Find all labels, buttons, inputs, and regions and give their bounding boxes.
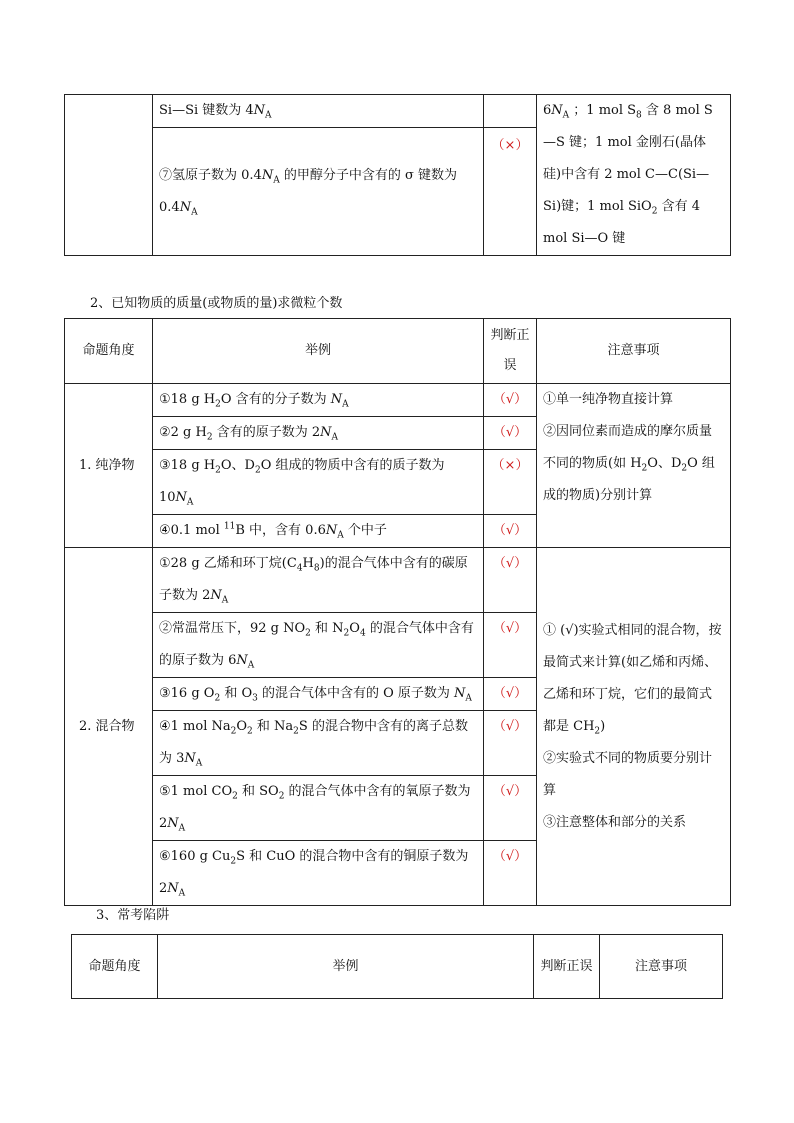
header-notes: 注意事项 [600, 935, 723, 999]
example-cell: ①28 g 乙烯和环丁烷$(C_4H_8)$的混合气体中含有的碳原子数为 $2N_A$ [153, 548, 484, 613]
judge-cell: （√） [484, 384, 537, 417]
example-cell: ③18 g $H_2O$、$D_2O$ 组成的物质中含有的质子数为 $10N_A$ [153, 450, 484, 515]
judge-cell: （√） [484, 613, 537, 678]
header-angle: 命题角度 [65, 319, 153, 384]
example-cell: ②2 g $H_2$ 含有的原子数为 $2N_A$ [153, 417, 484, 450]
section3-table [71, 934, 723, 999]
table1-notes: $6N_A$ ；1 mol $S_8$ 含 8 mol S—S 键；1 mol 金刚石(晶体硅)中含有 2 mol C—C(Si—Si)键；1 mol SiO$_2$ 含有 4 mol Si—O 键 [537, 95, 731, 256]
table1-category-cell [65, 95, 153, 256]
section3-title: 3、常考陷阱 [96, 908, 170, 923]
table-row [65, 384, 731, 417]
example-cell: ①18 g $H_2O$ 含有的分子数为 $N_A$ [153, 384, 484, 417]
table1-row-b: ⑦氢原子数为 $0.4N_A$ 的甲醇分子中含有的 σ 键数为 $0.4N_A$ [153, 128, 484, 256]
notes-mixture: ① (√)实验式相同的混合物，按最简式来计算(如乙烯和丙烯、乙烯和环丁烷，它们的最简式都是 $CH_2$) ②实验式不同的物质要分别计算 ③注意整体和部分的关系 [537, 548, 731, 906]
judge-cell: （√） [484, 417, 537, 450]
example-cell: ②常温常压下，92 g $NO_2$ 和 $N_2O_4$ 的混合气体中含有的原子数为 $6N_A$ [153, 613, 484, 678]
judge-cell: （√） [484, 711, 537, 776]
notes-pure: ①单一纯净物直接计算 ②因同位素而造成的摩尔质量不同的物质(如 $H_2O$、$D_2O$ 组成的物质)分别计算 [537, 384, 731, 548]
judge-cell: （√） [484, 841, 537, 906]
judge-cell: （√） [484, 548, 537, 613]
table-continued [64, 94, 731, 256]
judge-cell: （×） [484, 450, 537, 515]
header-example: 举例 [153, 319, 484, 384]
section2-title: 2、已知物质的质量(或物质的量)求微粒个数 [90, 296, 343, 311]
example-cell: ⑥160 g $Cu_2S$ 和 CuO 的混合物中含有的铜原子数为 $2N_A$ [153, 841, 484, 906]
header-angle: 命题角度 [72, 935, 158, 999]
category-mixture: 2. 混合物 [65, 548, 153, 906]
example-cell: ③16 g $O_2$ 和 $O_3$ 的混合气体中含有的 O 原子数为 $N_A$ [153, 678, 484, 711]
header-judge: 判断正误 [534, 935, 600, 999]
header-judge: 判断正误 [484, 319, 537, 384]
category-pure: 1. 纯净物 [65, 384, 153, 548]
judge-cell: （√） [484, 678, 537, 711]
judge-cell: （√） [484, 515, 537, 548]
judge-cell: （√） [484, 776, 537, 841]
example-cell: ④0.1 mol $^{11}$B 中，含有 $0.6N_A$ 个中子 [153, 515, 484, 548]
header-example: 举例 [158, 935, 534, 999]
table1-row-a-judge [484, 95, 537, 128]
table1-row-b-judge: （×） [484, 128, 537, 256]
header-notes: 注意事项 [537, 319, 731, 384]
example-cell: ⑤1 mol $CO_2$ 和 $SO_2$ 的混合气体中含有的氧原子数为 $2N_A$ [153, 776, 484, 841]
section2-table [64, 318, 731, 906]
table-row [65, 548, 731, 613]
table1-row-a: Si—Si 键数为 $4N_A$ [153, 95, 484, 128]
example-cell: ④1 mol $Na_2O_2$ 和 $Na_2S$ 的混合物中含有的离子总数为 $3N_A$ [153, 711, 484, 776]
